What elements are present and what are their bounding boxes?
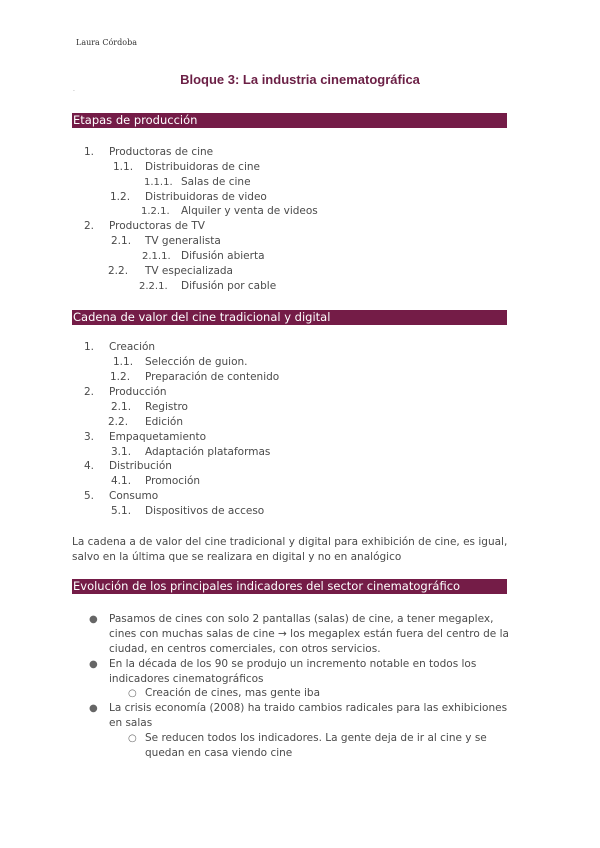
list-item: Consumo — [109, 490, 159, 502]
list-number: 4. — [84, 460, 95, 472]
list-item: Distribuidoras de cine — [145, 161, 260, 173]
list-number: 1.1. — [113, 161, 134, 173]
list-item: Producción — [109, 386, 167, 398]
list-number: 5. — [84, 490, 95, 502]
author-name: Laura Córdoba — [76, 38, 137, 47]
sub-bullet-item: Creación de cines, mas gente iba — [145, 687, 321, 699]
stray-dot: . — [73, 86, 75, 93]
list-number: 2.2.1. — [139, 281, 168, 292]
bullet-item — [109, 657, 539, 687]
bullet-line: Se reducen todos los indicadores. La gente deja de ir al cine y se — [145, 732, 487, 744]
bullet-item — [109, 701, 539, 731]
sub-bullet-circle: ○ — [128, 733, 137, 744]
list-number: 2.1.1. — [142, 251, 171, 262]
bullet-line: quedan en casa viendo cine — [145, 747, 293, 759]
bullet-item — [109, 612, 539, 657]
list-item: Distribuidoras de video — [145, 191, 267, 203]
list-number: 2.2. — [108, 265, 129, 277]
list-number: 1. — [84, 146, 95, 158]
section-heading-cadena — [72, 310, 507, 325]
bullet-line: Pasamos de cines con solo 2 pantallas (salas) de cine, a tener megaplex, — [109, 613, 494, 625]
page-title: Bloque 3: La industria cinematográfica — [180, 72, 420, 87]
list-item: Promoción — [145, 475, 201, 487]
list-item: Adaptación plataformas — [145, 446, 271, 458]
list-number: 5.1. — [111, 505, 132, 517]
list-number: 1.1. — [113, 356, 134, 368]
section-heading-etapas — [72, 113, 507, 128]
list-number: 2.1. — [111, 401, 132, 413]
paragraph-line: La cadena a de valor del cine tradicional y digital para exhibición de cine, es igual, — [72, 536, 508, 548]
list-item: Selección de guion. — [145, 356, 248, 368]
list-number: 1. — [84, 341, 95, 353]
bullet-dot: ● — [89, 614, 98, 625]
list-item: Registro — [145, 401, 188, 413]
list-number: 4.1. — [111, 475, 132, 487]
list-number: 3. — [84, 431, 95, 443]
list-number: 2.1. — [111, 235, 132, 247]
sub-bullet-circle: ○ — [128, 688, 137, 699]
list-item: Alquiler y venta de videos — [181, 205, 318, 217]
list-number: 1.1.1. — [144, 177, 173, 188]
bullet-dot: ● — [89, 659, 98, 670]
list-item: Dispositivos de acceso — [145, 505, 265, 517]
list-item: TV generalista — [145, 235, 221, 247]
list-number: 2. — [84, 220, 95, 232]
section-heading-text: Evolución de los principales indicadores del sector cinematográfico — [73, 579, 461, 593]
list-item: Difusión por cable — [181, 280, 277, 292]
bullet-line: indicadores cinematográficos — [109, 673, 264, 685]
bullet-line: La crisis economía (2008) ha traido cambios radicales para las exhibiciones — [109, 702, 508, 714]
list-item: Productoras de TV — [109, 220, 205, 232]
bullet-line: En la década de los 90 se produjo un incremento notable en todos los — [109, 658, 477, 670]
section-heading-evolucion — [72, 579, 507, 594]
list-number: 1.2.1. — [141, 206, 170, 217]
list-item: Creación — [109, 341, 156, 353]
list-number: 2.2. — [108, 416, 129, 428]
list-item: Difusión abierta — [181, 250, 265, 262]
bullet-line: cines con muchas salas de cine → los megaplex están fuera del centro de la — [109, 628, 509, 640]
section-heading-text: Cadena de valor del cine tradicional y digital — [73, 310, 331, 324]
list-item: Salas de cine — [181, 176, 251, 188]
list-item: Empaquetamiento — [109, 431, 207, 443]
list-number: 2. — [84, 386, 95, 398]
bullet-dot: ● — [89, 703, 98, 714]
list-item: TV especializada — [145, 265, 233, 277]
sub-bullet-item — [145, 731, 535, 761]
list-number: 1.2. — [110, 191, 131, 203]
list-item: Edición — [145, 416, 183, 428]
paragraph-line: salvo en la última que se realizara en digital y no en analógico — [72, 551, 402, 563]
bullet-line: en salas — [109, 717, 153, 729]
section-heading-text: Etapas de producción — [73, 113, 198, 127]
list-number: 3.1. — [111, 446, 132, 458]
list-item: Preparación de contenido — [145, 371, 280, 383]
cadena-paragraph — [72, 535, 532, 565]
list-number: 1.2. — [110, 371, 131, 383]
list-item: Productoras de cine — [109, 146, 214, 158]
list-item: Distribución — [109, 460, 172, 472]
bullet-line: ciudad, en centros comerciales, con otros servicios. — [109, 643, 381, 655]
